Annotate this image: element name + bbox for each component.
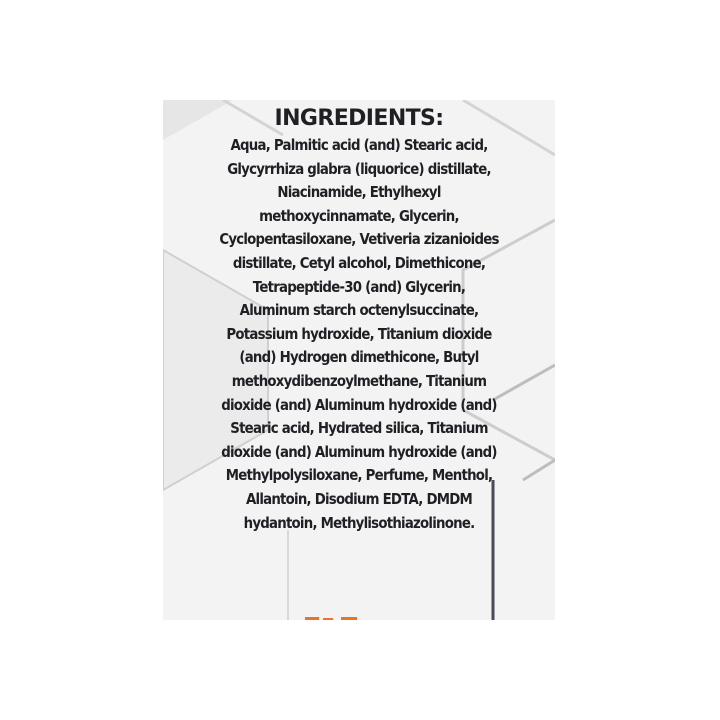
ingredient-line: methoxydibenzoylmethane, Titanium bbox=[231, 371, 487, 390]
ingredient-line: Aluminum starch octenylsuccinate, bbox=[239, 301, 479, 320]
ingredient-line: Glycyrrhiza glabra (liquorice) distillate, bbox=[227, 159, 491, 178]
ingredient-line: methoxycinnamate, Glycerin, bbox=[259, 206, 459, 225]
ingredient-line: Niacinamide, Ethylhexyl bbox=[277, 183, 441, 202]
ingredient-line: hydantoin, Methylisothiazolinone. bbox=[243, 513, 475, 532]
ingredient-line: (and) Hydrogen dimethicone, Butyl bbox=[239, 348, 479, 367]
ingredient-line: Tetrapeptide-30 (and) Glycerin, bbox=[252, 277, 466, 296]
ingredient-line: Cyclopentasiloxane, Vetiveria zizanioides bbox=[219, 230, 499, 249]
ingredient-line: Allantoin, Disodium EDTA, DMDM bbox=[245, 489, 473, 508]
ingredients-label-panel bbox=[163, 100, 555, 620]
ingredients-heading: INGREDIENTS: bbox=[274, 106, 444, 131]
ingredients-list bbox=[163, 106, 555, 535]
ingredient-line: Stearic acid, Hydrated silica, Titanium bbox=[230, 419, 488, 438]
ingredient-line: distillate, Cetyl alcohol, Dimethicone, bbox=[232, 253, 486, 272]
ingredient-line: dioxide (and) Aluminum hydroxide (and) bbox=[221, 442, 497, 461]
ingredient-line: Aqua, Palmitic acid (and) Stearic acid, bbox=[230, 136, 488, 154]
ingredient-line: Potassium hydroxide, Titanium dioxide bbox=[226, 324, 492, 343]
ingredient-line: Methylpolysiloxane, Perfume, Menthol, bbox=[225, 466, 493, 485]
ingredient-line: dioxide (and) Aluminum hydroxide (and) bbox=[221, 395, 497, 414]
orange-text-fragment bbox=[301, 612, 411, 620]
